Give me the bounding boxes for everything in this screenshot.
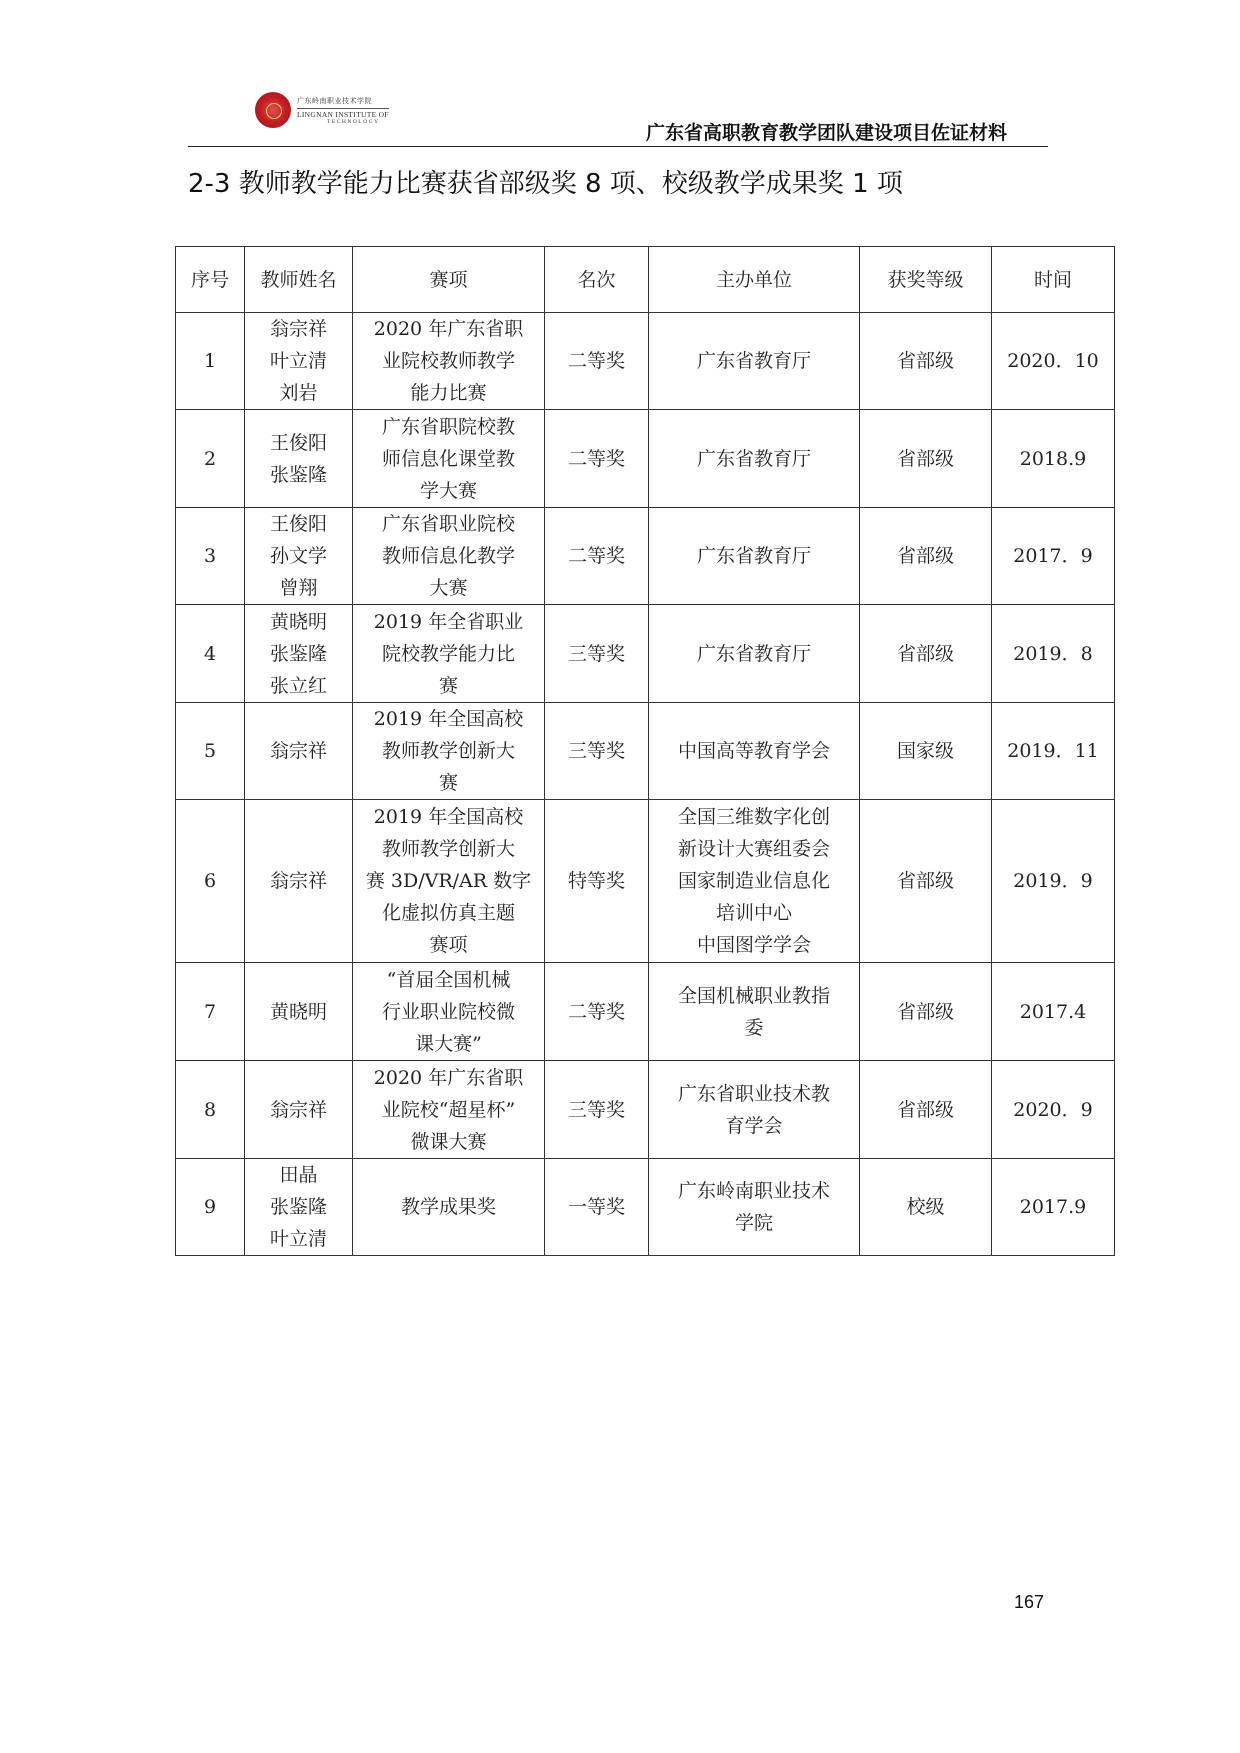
cell-event-line: 教师教学创新大: [381, 740, 515, 762]
table-row: [176, 313, 1115, 410]
cell-time: 2019．8: [992, 605, 1115, 703]
cell-organizer-line: 国家制造业信息化: [677, 870, 830, 892]
table-row: [176, 800, 1115, 963]
cell-teacher-line: 张立红: [269, 674, 327, 697]
cell-organizer-line: 广东省教育厅: [696, 350, 811, 372]
cell-rank: 三等奖: [545, 1061, 649, 1159]
cell-teacher-line: 翁宗祥: [269, 870, 327, 892]
cell-teacher: [245, 605, 353, 703]
cell-rank: 二等奖: [545, 313, 649, 410]
cell-organizer: [649, 800, 860, 963]
cell-no: 6: [176, 800, 245, 963]
cell-time: 2017.9: [992, 1159, 1115, 1256]
cell-organizer: [649, 1061, 860, 1159]
cell-no: 7: [176, 963, 245, 1061]
cell-event-line: 赛: [438, 772, 458, 794]
cell-event-line: 大赛: [429, 577, 468, 599]
cell-event: [353, 1061, 545, 1159]
cell-teacher-line: 张鉴隆: [269, 1196, 327, 1218]
table-header-row: [176, 247, 1115, 313]
cell-organizer-line: 育学会: [725, 1114, 783, 1137]
cell-event-line: 业院校教师教学: [381, 350, 515, 372]
cell-no: 5: [176, 703, 245, 800]
cell-teacher-line: 黄晓明: [269, 1000, 327, 1023]
cell-no: 1: [176, 313, 245, 410]
table-row: [176, 605, 1115, 703]
cell-teacher-line: 翁宗祥: [269, 740, 327, 762]
cell-no: 4: [176, 605, 245, 703]
cell-time: 2017.4: [992, 963, 1115, 1061]
cell-event-line: 广东省职业院校: [381, 513, 515, 535]
table-row: [176, 508, 1115, 605]
table-row: [176, 963, 1115, 1061]
cell-teacher-line: 田晶: [279, 1164, 318, 1186]
cell-rank: 二等奖: [545, 963, 649, 1061]
header-divider: [188, 146, 1048, 147]
cell-event-line: 业院校“超星杯”: [381, 1098, 516, 1121]
cell-time: 2020．9: [992, 1061, 1115, 1159]
cell-event-line: 2019 年全国高校: [373, 806, 524, 828]
cell-level: 国家级: [860, 703, 992, 800]
cell-event: [353, 410, 545, 508]
cell-organizer: [649, 703, 860, 800]
cell-event-line: 赛项: [429, 934, 468, 956]
cell-level: 省部级: [860, 800, 992, 963]
header-title: 广东省高职教育教学团队建设项目佐证材料: [645, 122, 1007, 144]
cell-level: 省部级: [860, 410, 992, 508]
cell-teacher-line: 黄晓明: [269, 610, 327, 633]
table-row: [176, 1159, 1115, 1256]
cell-event-line: 化虚拟仿真主题: [381, 902, 515, 924]
cell-event-line: 赛 3D/VR/AR 数字: [365, 870, 532, 892]
cell-teacher-line: 张鉴隆: [269, 642, 327, 665]
cell-level: 校级: [860, 1159, 992, 1256]
cell-event-line: 院校教学能力比: [381, 642, 515, 665]
cell-organizer-line: 广东省教育厅: [696, 447, 811, 470]
cell-level: 省部级: [860, 1061, 992, 1159]
cell-event-line: 2019 年全省职业: [373, 610, 524, 633]
cell-time: 2019．11: [992, 703, 1115, 800]
cell-level: 省部级: [860, 508, 992, 605]
header-level: 获奖等级: [860, 247, 992, 313]
cell-time: 2018.9: [992, 410, 1115, 508]
cell-event-line: 2020 年广东省职: [373, 1066, 524, 1089]
cell-teacher-line: 叶立清: [269, 1228, 327, 1250]
header-rank: 名次: [545, 247, 649, 313]
cell-event: [353, 963, 545, 1061]
cell-rank: 一等奖: [545, 1159, 649, 1256]
cell-organizer-line: 广东省职业技术教: [677, 1082, 830, 1105]
cell-organizer-line: 学院: [734, 1212, 773, 1234]
cell-rank: 三等奖: [545, 605, 649, 703]
cell-organizer-line: 中国图学学会: [696, 934, 811, 956]
logo-cn: 广东岭南职业技术学院: [297, 96, 372, 105]
cell-teacher: [245, 410, 353, 508]
cell-organizer-line: 全国三维数字化创: [677, 806, 830, 828]
table-row: [176, 703, 1115, 800]
cell-rank: 二等奖: [545, 508, 649, 605]
header-teacher: 教师姓名: [245, 247, 353, 313]
cell-event-line: 教师教学创新大: [381, 838, 515, 860]
cell-event: [353, 703, 545, 800]
cell-level: 省部级: [860, 313, 992, 410]
cell-teacher: [245, 1159, 353, 1256]
cell-organizer: [649, 963, 860, 1061]
cell-teacher-line: 叶立清: [269, 350, 327, 372]
cell-teacher: [245, 313, 353, 410]
cell-level: 省部级: [860, 963, 992, 1061]
cell-event: [353, 605, 545, 703]
cell-event-line: 2020 年广东省职: [373, 318, 524, 340]
cell-organizer: [649, 605, 860, 703]
institute-logo: [255, 92, 389, 128]
cell-event: [353, 508, 545, 605]
cell-teacher: [245, 963, 353, 1061]
cell-teacher-line: 翁宗祥: [269, 1098, 327, 1121]
cell-organizer: [649, 313, 860, 410]
awards-table: [175, 246, 1115, 1256]
cell-event: [353, 1159, 545, 1256]
cell-teacher: [245, 800, 353, 963]
cell-teacher-line: 曾翔: [279, 577, 318, 599]
cell-teacher-line: 张鉴隆: [269, 463, 327, 486]
cell-organizer-line: 中国高等教育学会: [677, 740, 830, 762]
cell-teacher-line: 孙文学: [269, 545, 327, 567]
cell-no: 8: [176, 1061, 245, 1159]
cell-organizer-line: 广东岭南职业技术: [677, 1180, 830, 1202]
cell-event-line: “首届全国机械: [386, 968, 511, 991]
cell-organizer: [649, 410, 860, 508]
cell-teacher: [245, 703, 353, 800]
cell-event: [353, 800, 545, 963]
page-number: 167: [1014, 1592, 1045, 1612]
cell-time: 2019．9: [992, 800, 1115, 963]
logo-en2: TECHNOLOGY: [327, 118, 380, 125]
cell-teacher-line: 王俊阳: [269, 513, 327, 535]
header-time: 时间: [992, 247, 1115, 313]
cell-no: 3: [176, 508, 245, 605]
logo-text: [297, 96, 389, 125]
cell-teacher-line: 王俊阳: [269, 431, 327, 454]
cell-event-line: 教学成果奖: [400, 1196, 496, 1218]
logo-en: LINGNAN INSTITUTE OF: [297, 109, 389, 119]
awards-table-body: [176, 313, 1115, 1256]
cell-teacher-line: 翁宗祥: [269, 318, 327, 340]
cell-event-line: 学大赛: [419, 479, 477, 502]
cell-rank: 二等奖: [545, 410, 649, 508]
cell-organizer-line: 全国机械职业教指: [677, 984, 830, 1007]
cell-time: 2020．10: [992, 313, 1115, 410]
cell-event-line: 行业职业院校微: [381, 1000, 515, 1023]
cell-time: 2017．9: [992, 508, 1115, 605]
header-event: 赛项: [353, 247, 545, 313]
cell-event-line: 赛: [438, 674, 458, 697]
cell-event: [353, 313, 545, 410]
cell-organizer: [649, 1159, 860, 1256]
seal-icon: [255, 92, 291, 128]
cell-rank: 三等奖: [545, 703, 649, 800]
cell-event-line: 广东省职院校教: [381, 415, 515, 438]
cell-teacher: [245, 508, 353, 605]
cell-organizer-line: 广东省教育厅: [696, 642, 811, 665]
cell-organizer: [649, 508, 860, 605]
header-organizer: 主办单位: [649, 247, 860, 313]
cell-teacher-line: 刘岩: [279, 382, 318, 404]
cell-organizer-line: 培训中心: [715, 902, 792, 924]
cell-event-line: 课大赛”: [415, 1032, 482, 1055]
cell-no: 2: [176, 410, 245, 508]
cell-event-line: 微课大赛: [410, 1130, 487, 1153]
header-no: 序号: [176, 247, 245, 313]
cell-organizer-line: 委: [744, 1016, 764, 1039]
cell-rank: 特等奖: [545, 800, 649, 963]
cell-teacher: [245, 1061, 353, 1159]
cell-organizer-line: 广东省教育厅: [696, 545, 811, 567]
section-title: 2-3 教师教学能力比赛获省部级奖 8 项、校级教学成果奖 1 项: [188, 169, 903, 199]
table-row: [176, 410, 1115, 508]
table-row: [176, 1061, 1115, 1159]
cell-event-line: 能力比赛: [410, 382, 487, 404]
cell-no: 9: [176, 1159, 245, 1256]
cell-event-line: 教师信息化教学: [381, 545, 515, 567]
cell-level: 省部级: [860, 605, 992, 703]
cell-event-line: 师信息化课堂教: [381, 447, 515, 470]
cell-organizer-line: 新设计大赛组委会: [677, 838, 830, 860]
cell-event-line: 2019 年全国高校: [373, 708, 524, 730]
